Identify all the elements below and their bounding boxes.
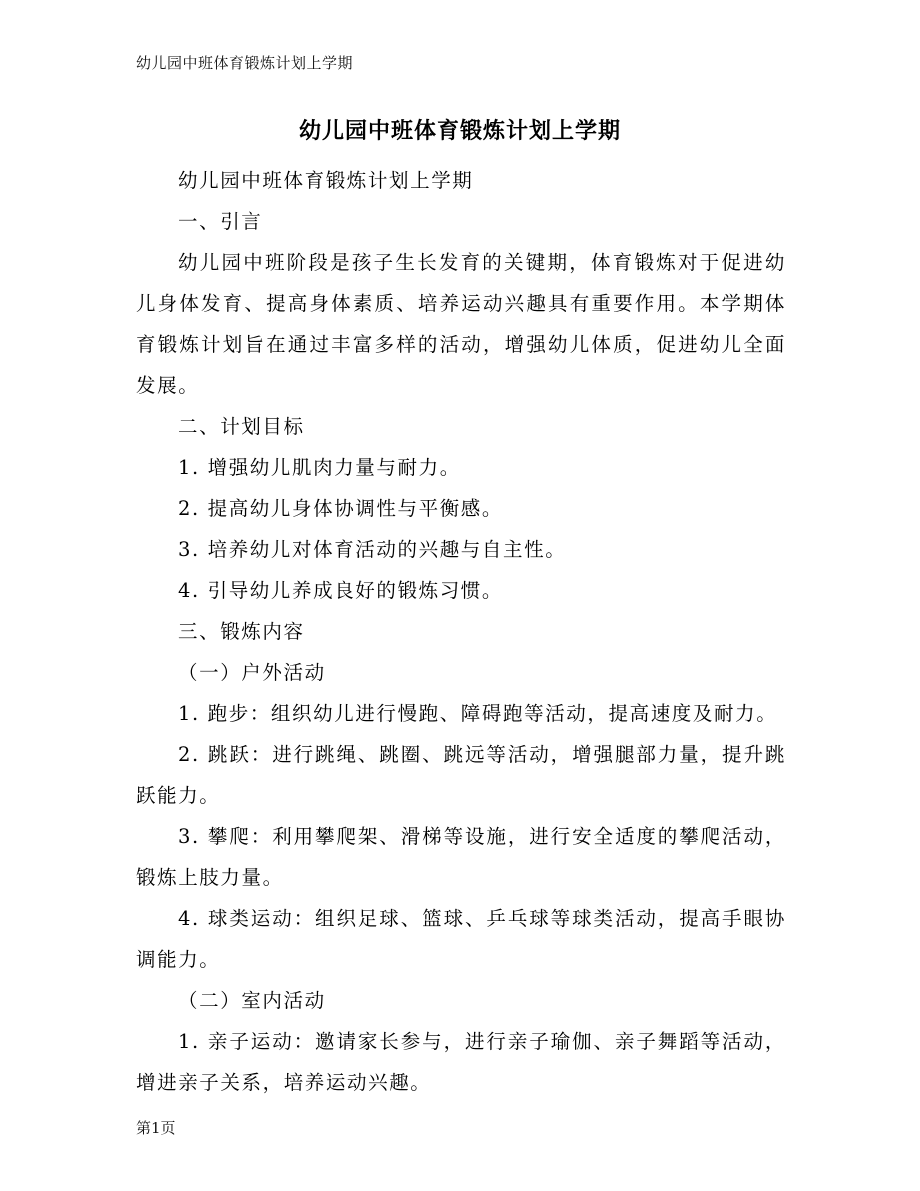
document-body: [136, 160, 786, 1103]
outdoor-item: 3. 攀爬：利用攀爬架、滑梯等设施，进行安全适度的攀爬活动，锻炼上肢力量。: [136, 825, 786, 889]
page-number: 第1页: [136, 1119, 176, 1137]
goal-item: 1. 增强幼儿肌肉力量与耐力。: [178, 456, 461, 479]
outdoor-item: 4. 球类运动：组织足球、篮球、乒乓球等球类活动，提高手眼协调能力。: [136, 907, 786, 971]
subsection-heading-indoor: （二）室内活动: [178, 989, 326, 1012]
goal-item: 2. 提高幼儿身体协调性与平衡感。: [178, 497, 504, 520]
document-title: 幼儿园中班体育锻炼计划上学期: [298, 119, 621, 144]
goal-item: 3. 培养幼儿对体育活动的兴趣与自主性。: [178, 538, 567, 561]
section-heading-content: 三、锻炼内容: [178, 620, 305, 643]
outdoor-item: 1. 跑步：组织幼儿进行慢跑、障碍跑等活动，提高速度及耐力。: [178, 702, 778, 725]
subsection-heading-outdoor: （一）户外活动: [178, 661, 326, 684]
running-header: 幼儿园中班体育锻炼计划上学期: [136, 54, 354, 72]
indoor-item: 1. 亲子运动：邀请家长参与，进行亲子瑜伽、亲子舞蹈等活动，增进亲子关系，培养运动兴趣。: [136, 1030, 786, 1094]
section-heading-goals: 二、计划目标: [178, 415, 305, 438]
outdoor-item: 2. 跳跃：进行跳绳、跳圈、跳远等活动，增强腿部力量，提升跳跃能力。: [136, 743, 786, 807]
section-heading-intro: 一、引言: [178, 210, 263, 233]
intro-paragraph: 幼儿园中班阶段是孩子生长发育的关键期，体育锻炼对于促进幼儿身体发育、提高身体素质、培养运动兴趣具有重要作用。本学期体育锻炼计划旨在通过丰富多样的活动，增强幼儿体质，促进幼儿全面发展。: [136, 251, 786, 397]
goal-item: 4. 引导幼儿养成良好的锻炼习惯。: [178, 579, 504, 602]
subtitle-paragraph: 幼儿园中班体育锻炼计划上学期: [178, 169, 474, 192]
